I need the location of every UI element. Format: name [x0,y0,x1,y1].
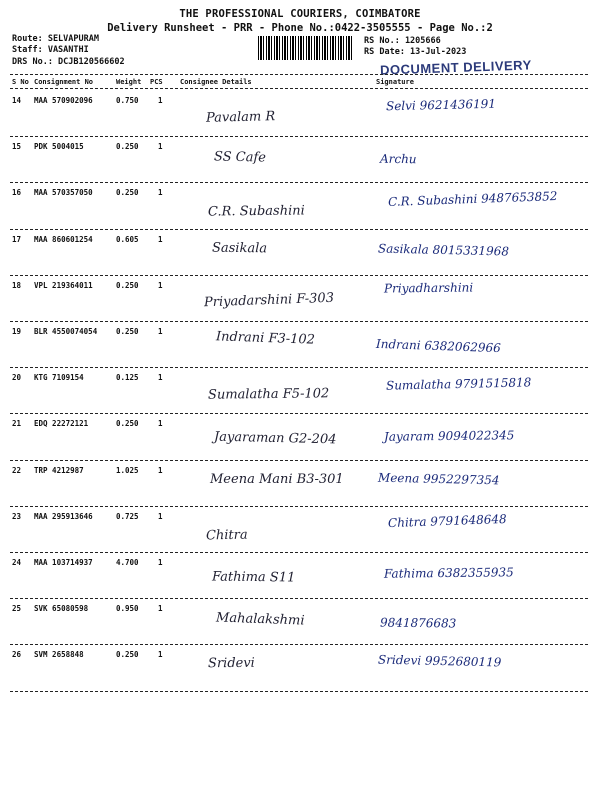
row-weight: 0.750 [116,96,139,105]
row-sno: 17 [12,234,22,244]
row-consignee-handwriting: Sasikala [211,240,268,256]
row-weight: 4.700 [116,558,139,567]
row-pcs: 1 [158,465,163,475]
row-signature-handwriting: Priyadharshini [383,280,474,296]
row-pcs: 1 [158,511,163,521]
row-weight: 0.605 [116,234,139,244]
row-signature-handwriting: Jayaram 9094022345 [383,428,515,445]
col-header-pcs: PCS [150,78,163,86]
header-bottom-rule [10,88,588,89]
row-divider [10,552,588,553]
row-pcs: 1 [158,327,163,336]
row-signature-handwriting: Archu [379,151,417,167]
row-signature-handwriting: Indrani 6382062966 [375,336,501,356]
row-divider [10,413,588,414]
row-sno: 22 [12,465,22,475]
row-sno: 20 [12,373,22,383]
row-sno: 14 [12,96,22,105]
row-signature-handwriting: Chitra 9791648648 [387,511,507,530]
row-consignment-no: SVK 65080598 [34,604,89,614]
row-sno: 18 [12,280,22,290]
row-consignment-no: SVM 2658848 [34,650,84,660]
row-pcs: 1 [158,419,163,429]
company-title: THE PROFESSIONAL COURIERS, COIMBATORE [179,8,421,20]
row-divider [10,367,588,368]
row-pcs: 1 [158,188,163,198]
row-weight: 0.250 [116,327,139,336]
row-divider [10,229,588,230]
row-weight: 0.250 [116,142,139,152]
row-consignment-no: KTG 7109154 [34,373,84,383]
row-pcs: 1 [158,373,163,383]
row-pcs: 1 [158,96,163,105]
row-weight: 0.250 [116,650,139,660]
row-pcs: 1 [158,604,163,614]
row-consignment-no: TRP 4212987 [34,465,84,475]
row-consignee-handwriting: Indrani F3-102 [215,329,316,348]
header-top-rule [10,74,588,75]
row-weight: 0.125 [116,373,139,383]
row-divider [10,506,588,507]
row-signature-handwriting: C.R. Subashini 9487653852 [387,189,558,210]
row-weight: 0.725 [116,511,139,521]
row-divider [10,460,588,461]
row-consignee-handwriting: Pavalam R [205,109,276,126]
row-divider [10,136,588,137]
row-consignment-no: PDK 5004015 [34,142,84,152]
row-signature-handwriting: 9841876683 [379,615,457,631]
row-sno: 21 [12,419,22,429]
row-pcs: 1 [158,280,163,290]
row-consignment-no: MAA 570357050 [34,188,93,198]
col-header-details: Consignee Details [180,78,252,86]
row-consignment-no: VPL 219364011 [34,280,93,290]
col-header-consignment: Consignment No [34,78,94,86]
row-divider [10,182,588,183]
row-weight: 1.025 [116,465,139,475]
row-pcs: 1 [158,650,163,660]
row-divider [10,691,588,692]
row-weight: 0.250 [116,188,139,198]
row-sno: 23 [12,511,22,521]
row-weight: 0.950 [116,604,139,614]
row-signature-handwriting: Sridevi 9952680119 [377,652,502,670]
row-signature-handwriting: Sasikala 8015331968 [377,241,510,259]
col-header-sno: S No [12,78,29,86]
drs-number: DRS No.: DCJB120566602 [12,57,125,67]
row-signature-handwriting: Sumalatha 9791515818 [385,375,532,393]
row-consignee-handwriting: Fathima S11 [211,569,296,586]
row-consignee-handwriting: Jayaraman G2-204 [213,429,337,448]
row-signature-handwriting: Fathima 6382355935 [383,565,514,581]
row-pcs: 1 [158,142,163,152]
row-consignment-no: MAA 570902096 [34,96,93,105]
row-consignee-handwriting: Sridevi [207,656,255,672]
row-consignee-handwriting: Sumalatha F5-102 [207,386,330,403]
col-header-signature: Signature [376,78,414,86]
rs-date: RS Date: 13-Jul-2023 [364,47,467,57]
row-divider [10,321,588,322]
col-header-weight: Weight [116,78,142,86]
row-consignee-handwriting: Priyadarshini F-303 [203,290,335,311]
row-sno: 16 [12,188,22,198]
row-consignee-handwriting: Mahalakshmi [215,610,305,629]
row-consignment-no: EDQ 22272121 [34,419,89,429]
row-consignment-no: MAA 103714937 [34,558,93,567]
row-signature-handwriting: Meena 9952297354 [377,470,500,488]
row-consignee-handwriting: Chitra [205,527,248,544]
row-weight: 0.250 [116,280,139,290]
row-consignment-no: MAA 295913646 [34,511,93,521]
row-weight: 0.250 [116,419,139,429]
runsheet-title: Delivery Runsheet - PRR - Phone No.:0422-3505555 - Page No.:2 [107,22,493,34]
row-consignment-no: BLR 4550074054 [34,327,98,336]
row-consignee-handwriting: SS Cafe [213,149,267,166]
rs-number: RS No.: 1205666 [364,36,441,46]
row-sno: 15 [12,142,22,152]
row-consignee-handwriting: C.R. Subashini [207,203,305,220]
row-pcs: 1 [158,558,163,567]
staff-label: Staff: VASANTHI [12,45,89,55]
row-consignment-no: MAA 860601254 [34,234,93,244]
row-consignee-handwriting: Meena Mani B3-301 [210,471,344,487]
row-sno: 25 [12,604,22,614]
row-divider [10,598,588,599]
row-sno: 26 [12,650,22,660]
document-delivery-stamp: DOCUMENT DELIVERY [379,57,532,78]
row-signature-handwriting: Selvi 9621436191 [385,96,497,114]
row-divider [10,644,588,645]
row-pcs: 1 [158,234,163,244]
row-sno: 19 [12,327,22,336]
route-label: Route: SELVAPURAM [12,34,99,44]
row-divider [10,275,588,276]
row-sno: 24 [12,558,22,567]
barcode-image [258,36,354,60]
